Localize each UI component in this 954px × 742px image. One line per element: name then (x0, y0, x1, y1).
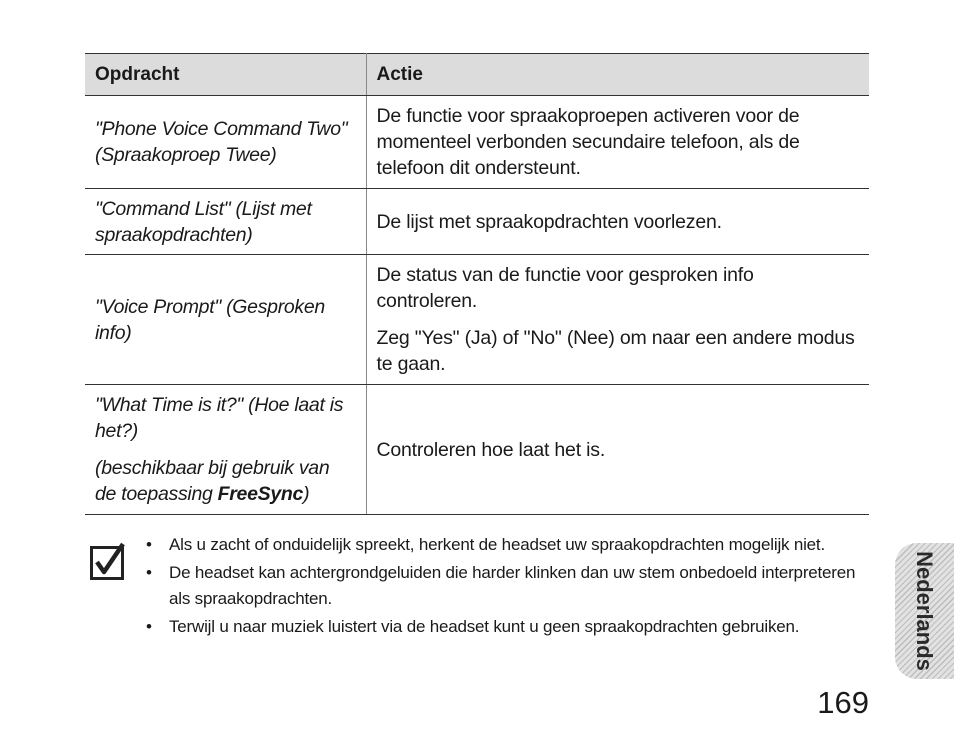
note-item (146, 614, 866, 640)
bullet: • (146, 617, 152, 636)
note-text: De headset kan achtergrondgeluiden die harder klinken dan uw stem onbedoeld interpreteren als spraakopdrachten. (169, 563, 856, 608)
command-text: "Voice Prompt" (Gesproken info) (95, 295, 325, 344)
voice-command-table (85, 53, 869, 515)
command-text: "What Time is it?" (Hoe laat is het?) (95, 394, 344, 442)
command-cell (85, 255, 366, 385)
app-name: FreeSync (217, 483, 304, 505)
table-row (85, 255, 869, 385)
note-text: Terwijl u naar muziek luistert via de headset kunt u geen spraakopdrachten gebruiken. (169, 617, 800, 636)
command-text: "Phone Voice Command Two" (Spraakoproep Twee) (95, 118, 348, 166)
note-item (146, 560, 866, 612)
availability-note (95, 455, 356, 507)
action-text: De lijst met spraakopdrachten voorlezen. (376, 210, 722, 233)
note-item (146, 532, 866, 558)
table-row (85, 385, 869, 515)
note-text: Als u zacht of onduidelijk spreekt, herkent de headset uw spraakopdrachten mogelijk niet. (169, 535, 825, 554)
action-column-header: Actie (366, 54, 869, 96)
table-row (85, 189, 869, 255)
checkbox-check-icon (90, 541, 128, 581)
command-cell (85, 385, 366, 515)
action-text: De functie voor spraakoproepen activeren voor de momenteel verbonden secundaire telefoon, als de telefoon dit ondersteunt. (376, 105, 800, 179)
bullet: • (146, 535, 152, 554)
availability-suffix: ) (303, 483, 310, 505)
bullet: • (146, 563, 152, 582)
table-row (85, 96, 869, 189)
action-text: Controleren hoe laat het is. (376, 438, 606, 461)
note-list (146, 532, 866, 642)
table-header-row (85, 54, 869, 96)
action-cell (366, 189, 869, 255)
action-text: De status van de functie voor gesproken info controleren. (376, 264, 754, 312)
language-tab-label: Nederlands (912, 551, 937, 671)
command-column-header: Opdracht (85, 54, 366, 96)
command-cell (85, 96, 366, 189)
action-cell (366, 255, 869, 385)
action-cell (366, 385, 869, 515)
command-text: "Command List" (Lijst met spraakopdrachten) (95, 197, 312, 246)
availability-prefix: (beschikbaar bij gebruik van de toepassing (95, 457, 330, 505)
page-number: 169 (817, 685, 869, 720)
command-cell (85, 189, 366, 255)
action-text: Zeg "Yes" (Ja) of "No" (Nee) om naar een andere modus te gaan. (376, 327, 855, 375)
action-cell (366, 96, 869, 189)
